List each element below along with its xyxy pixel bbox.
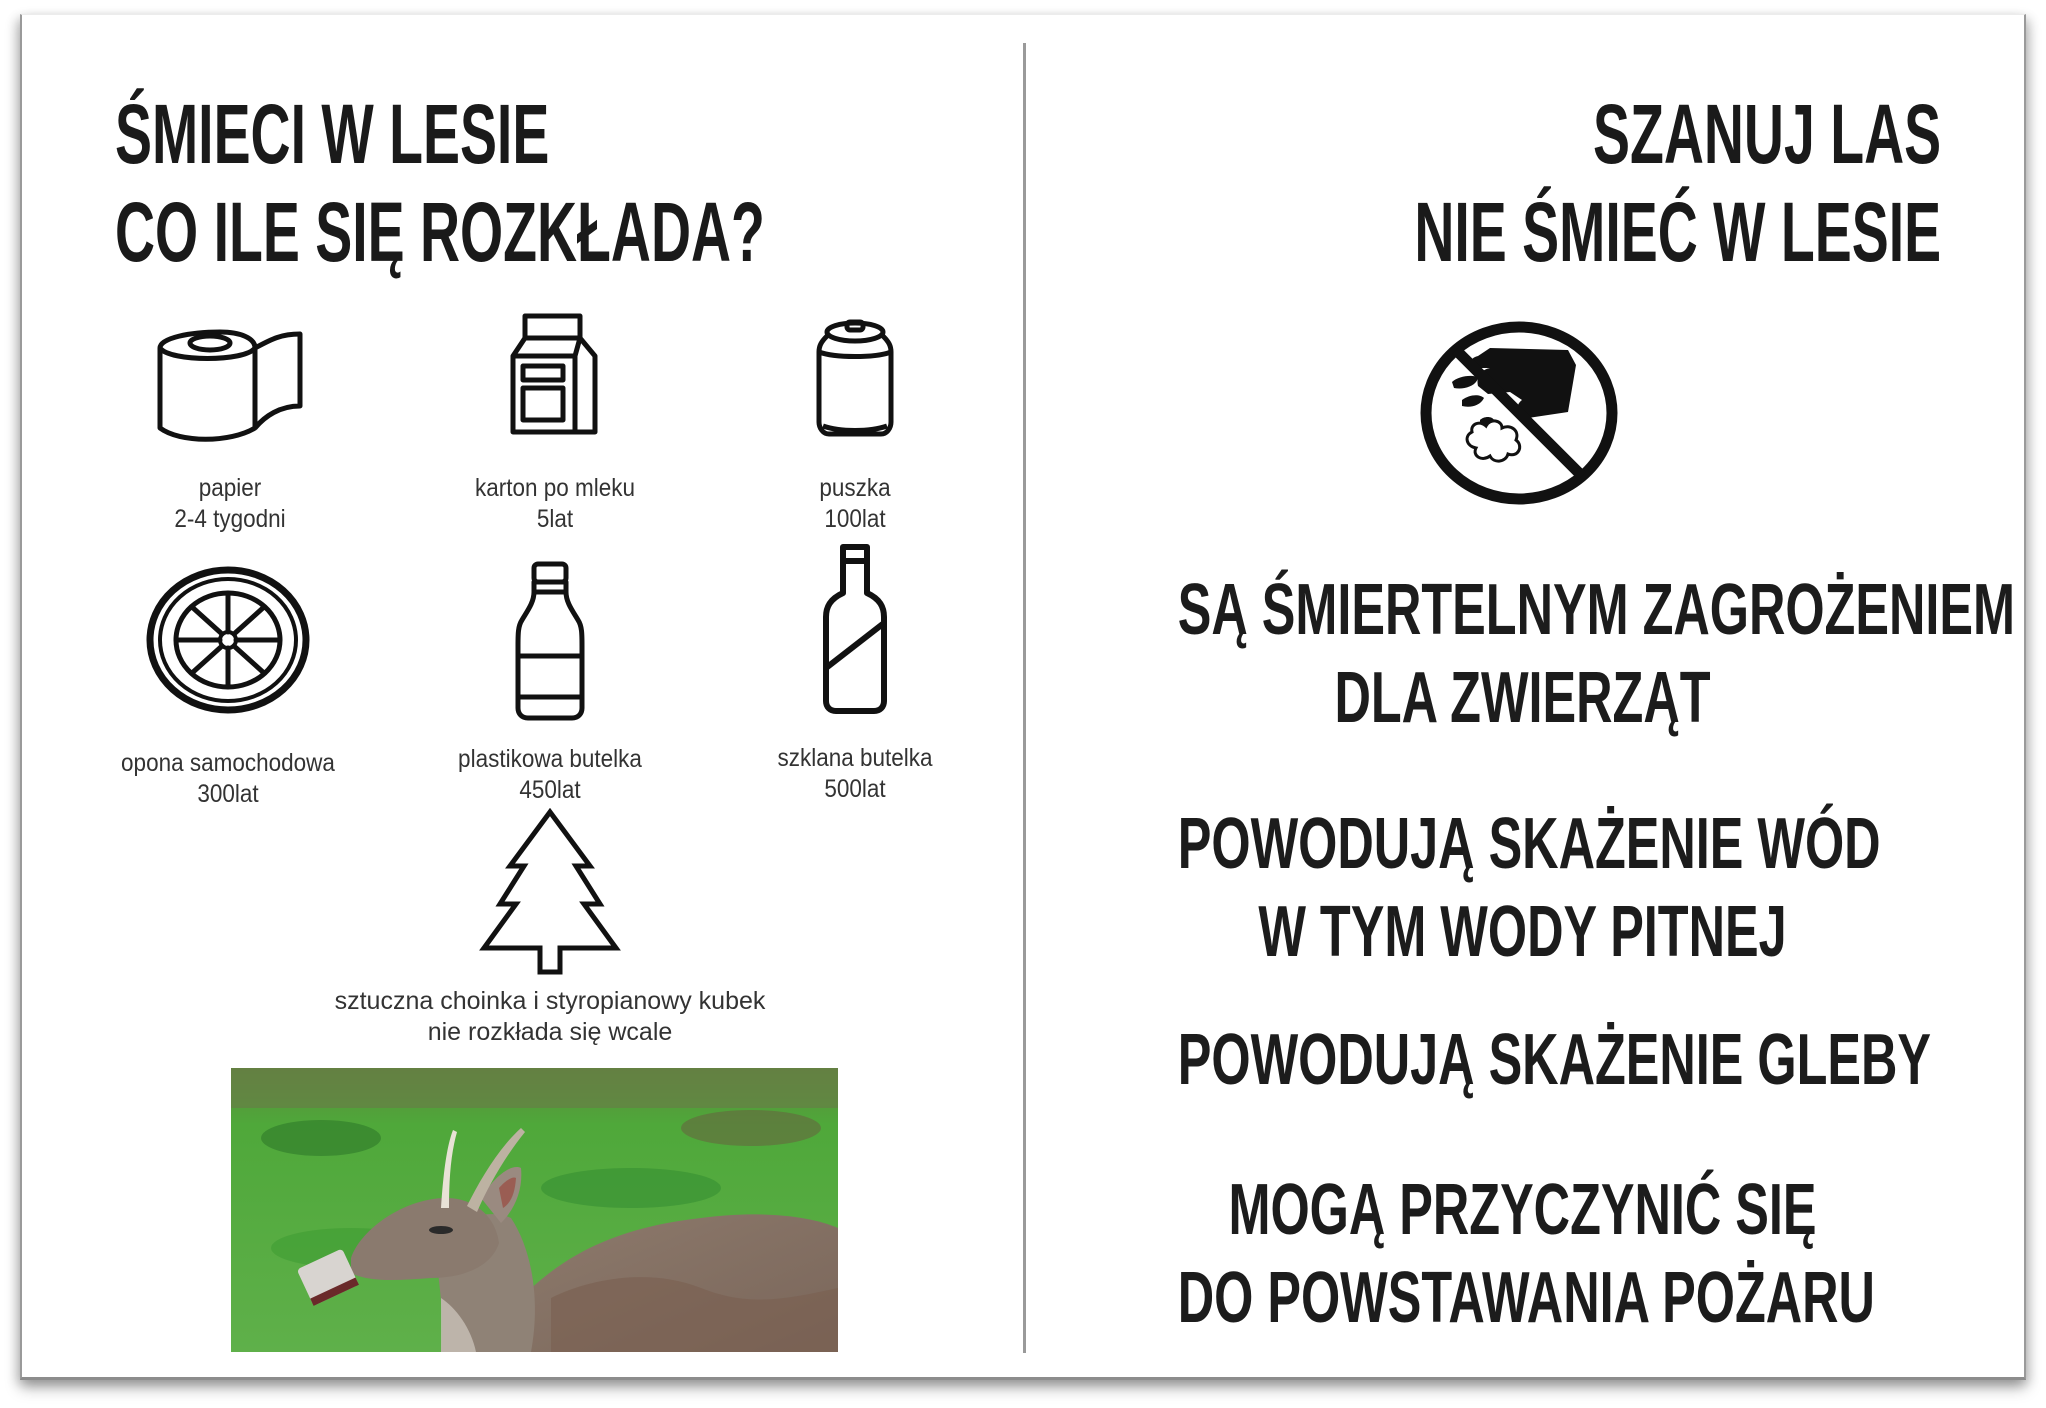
deer-photo (231, 1068, 838, 1352)
statement-line: W TYM WODY PITNEJ (1258, 892, 1787, 972)
glass-bottle-icon (820, 543, 890, 715)
item-glass-bottle (695, 543, 1015, 805)
right-title (1143, 85, 1941, 281)
item-label: plastikowa butelka (458, 745, 642, 773)
no-littering-icon (1418, 320, 1620, 506)
right-title-line-1: SZANUJ LAS (1592, 87, 1941, 181)
plastic-bottle-icon (510, 560, 590, 722)
tire-icon (145, 565, 311, 715)
item-label: puszka (819, 474, 891, 502)
tree-caption-line-1: sztuczna choinka i styropianowy kubek (334, 987, 766, 1015)
item-label: szklana butelka (777, 744, 933, 772)
statement-line: POWODUJĄ SKAŻENIE WÓD (1177, 804, 1881, 884)
deer-image (231, 1068, 838, 1352)
left-title-line-2: CO ILE SIĘ ROZKŁADA? (115, 185, 765, 279)
milk-carton-icon (505, 312, 605, 440)
tree-caption (250, 986, 850, 1048)
statement-soil (1030, 1016, 2015, 1104)
item-can (695, 318, 1015, 535)
item-milk-carton (395, 312, 715, 535)
item-time: 100lat (824, 505, 886, 533)
left-title (115, 85, 1100, 281)
item-time: 5lat (536, 505, 574, 533)
statement-animals (1030, 566, 2015, 742)
statement-line: SĄ ŚMIERTELNYM ZAGROŻENIEM (1177, 570, 2015, 650)
left-title-line-1: ŚMIECI W LESIE (115, 87, 550, 181)
statement-water (1030, 800, 2015, 976)
item-time: 2-4 tygodni (174, 505, 286, 533)
item-time: 450lat (519, 776, 581, 804)
item-label: opona samochodowa (121, 749, 335, 777)
statement-line: DO POWSTAWANIA POŻARU (1177, 1258, 1875, 1338)
paper-roll-icon (150, 318, 310, 443)
item-time: 500lat (824, 775, 886, 803)
no-littering-sign (1418, 320, 1620, 511)
tree-wrap (478, 808, 622, 981)
tree-caption-line-2: nie rozkłada się wcale (427, 1018, 673, 1046)
statement-line: POWODUJĄ SKAŻENIE GLEBY (1177, 1020, 1932, 1100)
item-label: papier (198, 474, 262, 502)
statement-line: MOGĄ PRZYCZYNIĆ SIĘ (1228, 1170, 1817, 1250)
statement-line: DLA ZWIERZĄT (1334, 658, 1711, 738)
can-icon (815, 318, 895, 440)
item-paper (70, 318, 390, 535)
item-tire (68, 565, 388, 810)
statement-fire (1030, 1166, 2015, 1342)
right-title-line-2: NIE ŚMIEĆ W LESIE (1414, 185, 1941, 279)
item-label: karton po mleku (474, 474, 636, 502)
tree-icon (478, 808, 622, 976)
item-plastic-bottle (390, 560, 710, 806)
item-time: 300lat (197, 780, 259, 808)
